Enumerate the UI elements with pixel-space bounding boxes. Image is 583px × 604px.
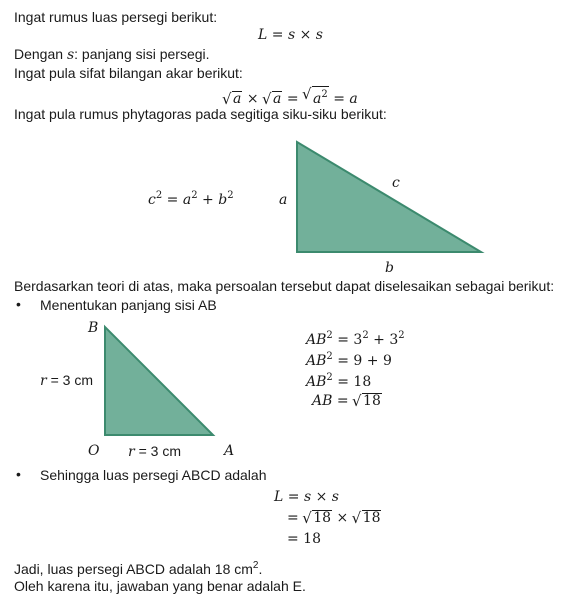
formula-square-area: L = s × s: [258, 27, 323, 43]
triangle-label-a: a: [279, 192, 288, 208]
vertex-label-a: A: [224, 443, 235, 459]
area-step-2: = √ 18 × √ 18: [287, 510, 381, 526]
triangle-label-c: c: [392, 175, 400, 191]
formula-pythagoras: $c^2 = a^2 + b^2$: [148, 190, 234, 208]
triangle-oab-shape: [105, 327, 213, 435]
ab-step-4: AB = √ 18: [312, 393, 382, 409]
side-label-left: r = 3 cm: [40, 372, 93, 389]
intro-line-pythagoras: Ingat pula rumus phytagoras pada segitiga siku-siku berikut:: [14, 106, 387, 122]
conclusion-line-answer: Oleh karena itu, jawaban yang benar adalah E.: [14, 578, 306, 594]
ab-step-2: $AB^2 = 9 + 9$: [306, 351, 392, 369]
bullet-text-1: Menentukan panjang sisi AB: [40, 297, 217, 313]
vertex-label-o: O: [88, 443, 100, 459]
bullet-text-2: Sehingga luas persegi ABCD adalah: [40, 467, 267, 483]
ab-step-3: $AB^2 = 18$: [306, 372, 372, 390]
intro-line-side-definition: Dengan s: panjang sisi persegi.: [14, 46, 210, 63]
bullet-marker-2: •: [16, 466, 21, 482]
section-line-solution: Berdasarkan teori di atas, maka persoalan tersebut dapat diselesaikan sebagai berikut:: [14, 278, 555, 294]
area-step-1: L = s × s: [274, 489, 339, 505]
intro-line-area-formula: Ingat rumus luas persegi berikut:: [14, 9, 218, 25]
side-label-bottom: r = 3 cm: [128, 443, 181, 460]
intro-line-root-property: Ingat pula sifat bilangan akar berikut:: [14, 65, 243, 81]
bullet-marker-1: •: [16, 296, 21, 312]
vertex-label-b: B: [88, 320, 99, 336]
conclusion-line-area: Jadi, luas persegi ABCD adalah 18 $cm^2$.: [14, 560, 263, 577]
area-step-3: = 18: [287, 531, 321, 547]
formula-root-identity: √ a × √ a = √ $a^2 = a$: [223, 86, 358, 107]
triangle-label-b: b: [385, 260, 394, 276]
ab-step-1: $AB^2 = 3^2 + 3^2$: [306, 330, 405, 348]
